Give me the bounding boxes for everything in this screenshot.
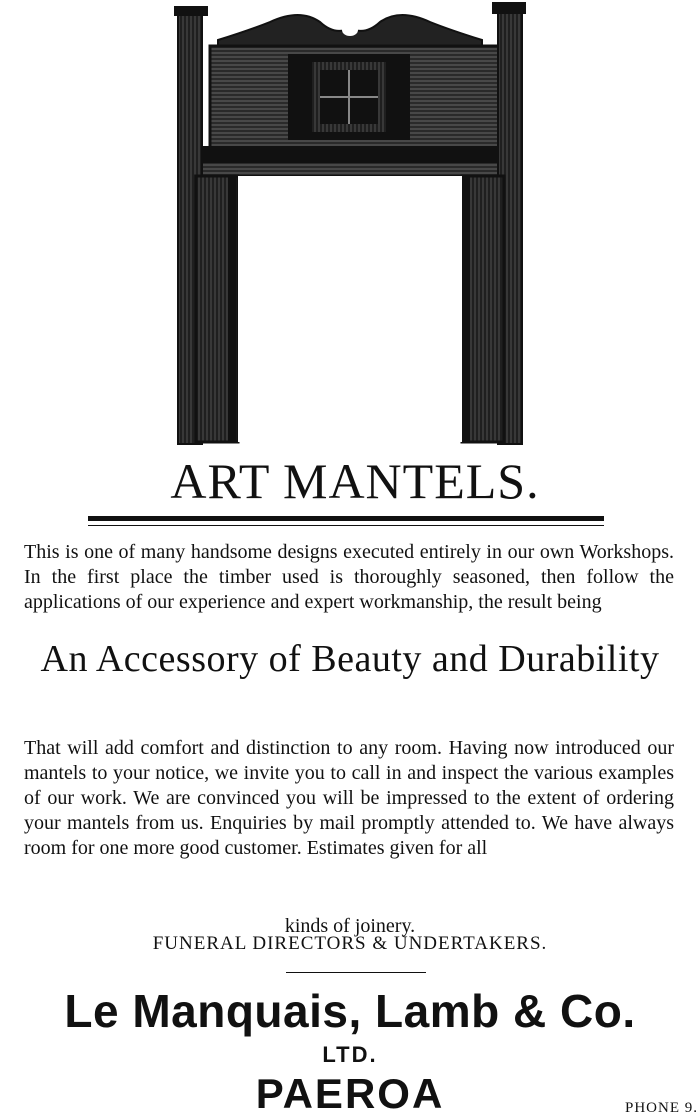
company-suffix: LTD. — [322, 1042, 378, 1067]
divider-thin — [88, 525, 604, 526]
short-divider — [286, 972, 426, 973]
divider-thick — [88, 516, 604, 521]
fireplace-opening — [238, 176, 462, 442]
intro-paragraph: This is one of many handsome designs executed entirely in our own Workshops. In the first place the timber used is thoroughly seasoned, then follow the applications of our experience and expert workmanship, the result being — [24, 541, 674, 613]
services-line: FUNERAL DIRECTORS & UNDERTAKERS. — [152, 933, 548, 954]
body-paragraph: That will add comfort and distinction to any room. Having now introduced our mantels to your notice, we invite you to call in and inspect the various examples of our work. We are convinced you will be impressed to the extent of ordering your mantels from us. Enquiries by mail promptly attended to. We have always room for one more good customer. Estimates given for all — [24, 737, 674, 859]
mantel-shelf — [192, 146, 510, 162]
phone-number: PHONE 9. — [624, 1100, 698, 1116]
body-end-line: kinds of joinery. — [284, 915, 416, 937]
headline: ART MANTELS. — [170, 453, 540, 509]
company-name: Le Manquais, Lamb & Co. — [64, 985, 636, 1037]
mantel-illustration — [170, 0, 530, 450]
town-name: PAEROA — [255, 1070, 445, 1117]
subheading: An Accessory of Beauty and Durability — [40, 638, 660, 680]
